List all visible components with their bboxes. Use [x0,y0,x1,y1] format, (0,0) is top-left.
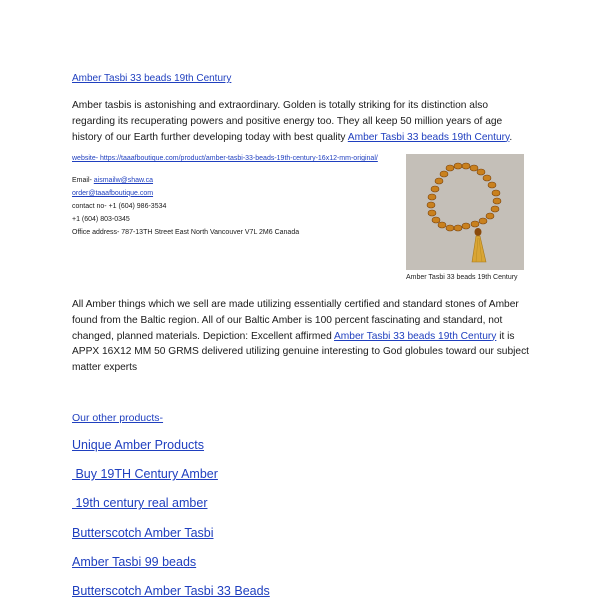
list-item [72,438,270,467]
intro-after: . [509,131,513,143]
list-item [72,526,270,555]
product-link[interactable]: Butterscotch Amber Tasbi 33 Beads [72,583,270,598]
email-link-2[interactable]: order@taaafboutique.com [72,189,154,197]
intro-product-link[interactable]: Amber Tasbi 33 beads 19th Century [347,131,510,143]
intro-text: Amber tasbis is astonishing and extraordinary. Golden is totally striking for its distinction also regarding its recuperating powers and positive energy too. They all keep 50 million years of age history of our Earth further developing today with best quality [72,100,503,143]
figure-caption: Amber Tasbi 33 beads 19th Century [406,274,518,281]
phone-1: contact no- +1 (604) 986-3534 [72,202,167,210]
website-link[interactable]: website- https://taaafboutique.com/product/amber-tasbi-33-beads-19th-century-16x12-mm-original/ [72,155,378,162]
product-link[interactable]: 19th century real amber [72,496,208,511]
product-link[interactable]: Buy 19TH Century Amber [72,467,218,482]
desc-product-link[interactable]: Amber Tasbi 33 beads 19th Century [334,330,497,342]
desc-text: All Amber things which we sell are made utilizing essentially certified and standard stones of Amber found from the Baltic region. All of our Baltic Amber is 100 percent fascinating and standard, not changed, planned materials. Depiction: Excellent affirmed [72,299,519,342]
email-link-1[interactable]: aismailw@shaw.ca [93,176,154,184]
email-label: Email- [72,176,94,184]
intro-paragraph [72,98,532,145]
amber-tasbi-photo [406,154,524,270]
desc-after: it is APPX 16X12 MM 50 GRMS delivered utilizing genuine interesting to God globules toward our subject matter experts [72,330,529,374]
list-item [72,555,270,584]
product-links-list [72,438,270,613]
list-item [72,496,270,525]
product-link[interactable]: Butterscotch Amber Tasbi [72,525,214,540]
imam-bead [475,228,482,236]
office-address: Office address- 787-13TH Street East North Vancouver V7L 2M6 Canada [72,228,300,236]
phone-2: +1 (604) 803-0345 [72,215,130,223]
product-link[interactable]: Amber Tasbi 99 beads [72,554,197,569]
contact-block [72,155,402,239]
email-line [72,174,402,187]
tasbi-image [406,154,524,270]
product-link[interactable]: Unique Amber Products [72,438,205,452]
list-item [72,467,270,496]
other-products-label[interactable]: Our other products- [72,412,164,424]
product-figure [406,154,526,270]
list-item [72,584,270,613]
description-paragraph [72,297,532,376]
title-link[interactable]: Amber Tasbi 33 beads 19th Century [72,73,232,84]
